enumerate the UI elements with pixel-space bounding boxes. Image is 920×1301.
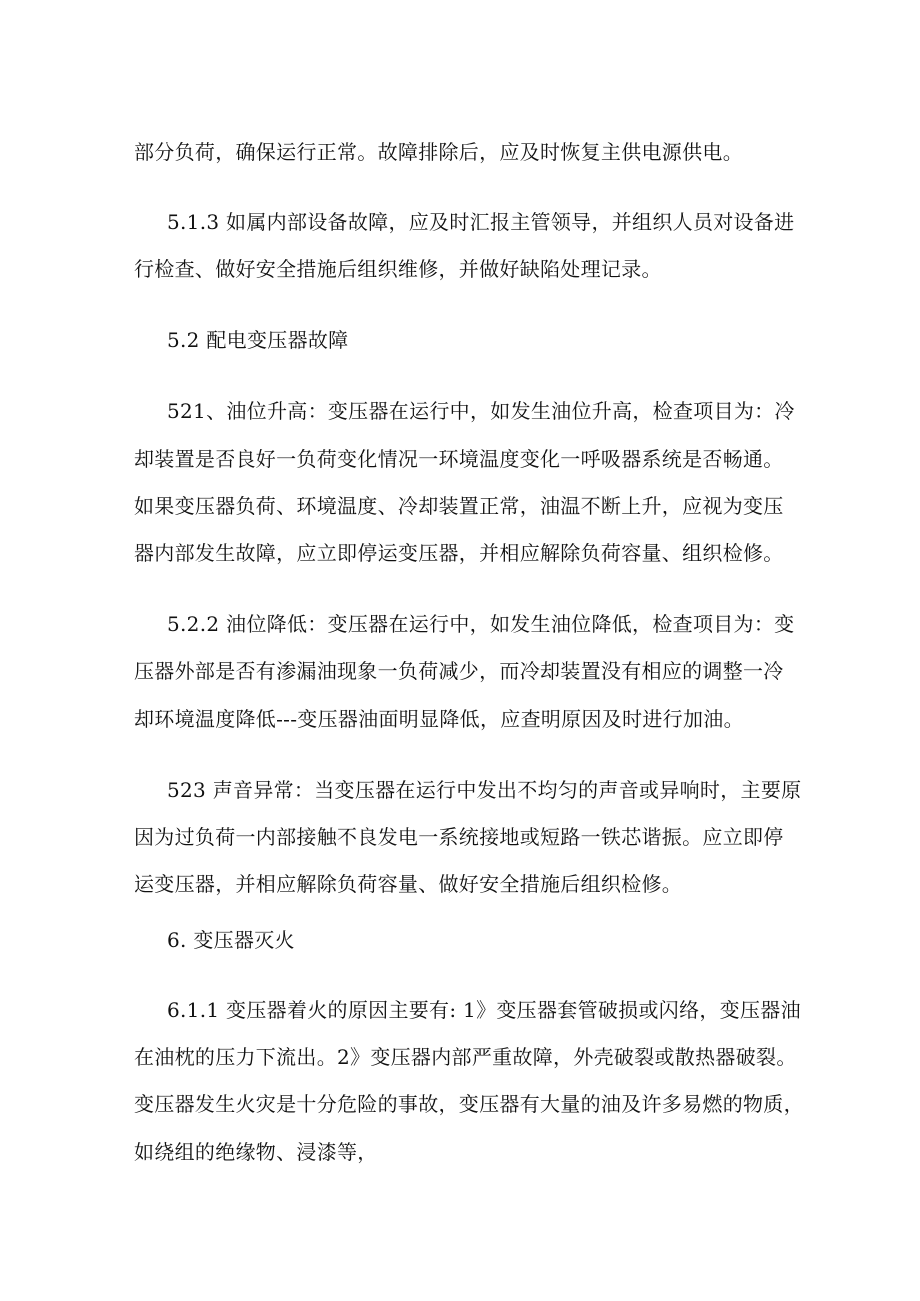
text-line: 5.2.2 油位降低：变压器在运行中，如发生油位降低，检查项目为：变 [167, 612, 795, 636]
text-line: 因为过负荷一内部接触不良发电一系统接地或短路一铁芯谐振。应立即停 [134, 825, 784, 849]
text-line: 部分负荷，确保运行正常。故障排除后，应及时恢复主供电源供电。 [134, 140, 743, 164]
text-line: 器内部发生故障，应立即停运变压器，并相应解除负荷容量、组织检修。 [134, 541, 784, 565]
text-line: 变压器发生火灾是十分危险的事故，变压器有大量的油及许多易燃的物质， [134, 1092, 804, 1116]
text-line: 5.1.3 如属内部设备故障，应及时汇报主管领导，并组织人员对设备进 [167, 210, 795, 234]
text-line: 在油枕的压力下流出。2》变压器内部严重故障，外壳破裂或散热器破裂。 [134, 1045, 797, 1069]
text-line: 523 声音异常：当变压器在运行中发出不均匀的声音或异响时，主要原 [167, 778, 802, 802]
text-line: 行检查、做好安全措施后组织维修，并做好缺陷处理记录。 [134, 257, 662, 281]
section-heading: 6. 变压器灭火 [167, 928, 295, 952]
section-heading: 5.2 配电变压器故障 [167, 328, 349, 352]
text-line: 6.1.1 变压器着火的原因主要有: 1》变压器套管破损或闪络，变压器油 [167, 998, 801, 1022]
text-line: 运变压器，并相应解除负荷容量、做好安全措施后组织检修。 [134, 872, 683, 896]
text-line: 却环境温度降低---变压器油面明显降低，应查明原因及时进行加油。 [134, 707, 744, 731]
text-line: 如果变压器负荷、环境温度、冷却装置正常，油温不断上升，应视为变压 [134, 494, 784, 518]
text-line: 压器外部是否有渗漏油现象一负荷减少，而冷却装置没有相应的调整一冷 [134, 659, 784, 683]
text-line: 521、油位升高：变压器在运行中，如发生油位升高，检查项目为：冷 [167, 399, 795, 423]
text-line: 却装置是否良好一负荷变化情况一环境温度变化一呼吸器系统是否畅通。 [134, 447, 784, 471]
text-line: 如绕组的绝缘物、浸漆等， [134, 1140, 378, 1164]
